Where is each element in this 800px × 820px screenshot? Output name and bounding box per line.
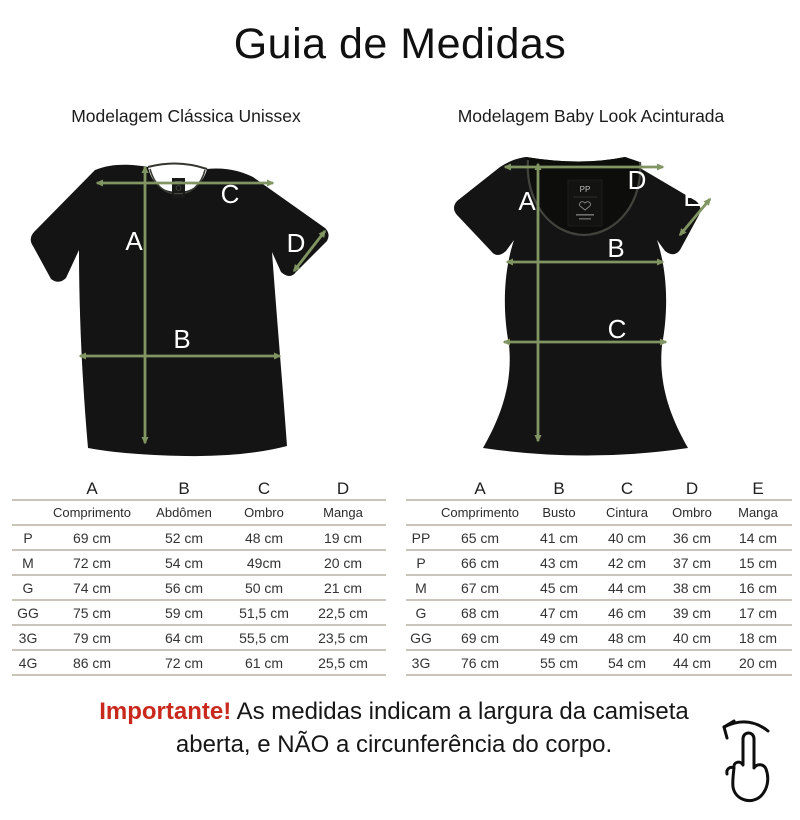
value-cell: 67 cm [460, 579, 500, 596]
classic-neck-tag [172, 178, 185, 198]
value-cell: 46 cm [607, 604, 647, 621]
empty-cell [406, 478, 436, 500]
table-letter-row [406, 478, 792, 500]
value-cell: 55,5 cm [239, 629, 289, 646]
value-cell: 40 cm [607, 529, 647, 546]
value-cell: 44 cm [607, 579, 647, 596]
value-cell: 56 cm [164, 579, 204, 596]
note-highlight: Importante! [99, 698, 232, 725]
value-cell: 19 cm [323, 529, 363, 546]
table-row [12, 575, 386, 600]
value-cell: 52 cm [164, 529, 204, 546]
value-cell: 50 cm [244, 579, 284, 596]
column-header: Busto [542, 505, 576, 520]
size-cell: G [22, 579, 34, 596]
size-cell: GG [17, 604, 39, 621]
babylook-shirt-diagram [430, 140, 740, 462]
column-header: Ombro [672, 505, 712, 520]
value-cell: 18 cm [738, 629, 778, 646]
value-cell: 51,5 cm [239, 604, 289, 621]
table-row [406, 575, 792, 600]
letter-header: A [474, 478, 486, 498]
value-cell: 48 cm [244, 529, 284, 546]
value-cell: 76 cm [460, 654, 500, 671]
letter-header: B [553, 478, 565, 498]
letter-header: C [257, 478, 271, 498]
column-header: Abdômen [156, 505, 212, 520]
classic-letter-b: B [173, 324, 191, 354]
letter-header: A [86, 478, 98, 498]
value-cell: 54 cm [607, 654, 647, 671]
classic-model-subtitle: Modelagem Clássica Unissex [71, 106, 301, 126]
classic-letter-c: C [220, 179, 240, 209]
table-row [12, 650, 386, 675]
value-cell: 38 cm [672, 579, 712, 596]
column-header: Comprimento [52, 505, 132, 520]
value-cell: 43 cm [539, 554, 579, 571]
table-row [406, 625, 792, 650]
value-cell: 22,5 cm [318, 604, 368, 621]
note-line1: As medidas indicam a largura da camiseta [236, 698, 689, 725]
size-cell: GG [410, 629, 432, 646]
table-row [406, 600, 792, 625]
value-cell: 23,5 cm [318, 629, 368, 646]
value-cell: 41 cm [539, 529, 579, 546]
value-cell: 49cm [246, 554, 282, 571]
value-cell: 15 cm [738, 554, 778, 571]
classic-size-table [12, 478, 386, 676]
value-cell: 54 cm [164, 554, 204, 571]
value-cell: 75 cm [72, 604, 112, 621]
table-row [406, 525, 792, 550]
value-cell: 37 cm [672, 554, 712, 571]
column-header: Ombro [244, 505, 284, 520]
babylook-neck-tag [568, 180, 602, 226]
size-cell: 3G [18, 629, 38, 646]
size-cell: 3G [411, 654, 431, 671]
table-letter-row [12, 478, 386, 500]
value-cell: 86 cm [72, 654, 112, 671]
letter-header: B [178, 478, 190, 498]
size-cell: M [22, 554, 34, 571]
classic-shirt-diagram [15, 140, 355, 462]
value-cell: 49 cm [539, 629, 579, 646]
value-cell: 79 cm [72, 629, 112, 646]
value-cell: 20 cm [323, 554, 363, 571]
empty-cell [12, 478, 44, 500]
letter-header: E [752, 478, 764, 498]
value-cell: 61 cm [244, 654, 284, 671]
value-cell: 20 cm [738, 654, 778, 671]
value-cell: 64 cm [164, 629, 204, 646]
table-row [406, 650, 792, 675]
value-cell: 39 cm [672, 604, 712, 621]
value-cell: 36 cm [672, 529, 712, 546]
value-cell: 74 cm [72, 579, 112, 596]
classic-letter-a: A [125, 226, 143, 256]
column-header: Manga [738, 505, 778, 520]
babylook-letter-b: B [607, 233, 625, 263]
value-cell: 45 cm [539, 579, 579, 596]
babylook-letter-d: D [627, 165, 647, 195]
classic-letter-d: D [286, 228, 306, 258]
table-row [12, 625, 386, 650]
table-column-row [12, 500, 386, 525]
note-line2: aberta, e NÃO a circunferência do corpo. [175, 731, 613, 758]
value-cell: 16 cm [738, 579, 778, 596]
swipe-gesture-icon [706, 714, 788, 810]
value-cell: 21 cm [323, 579, 363, 596]
column-header: Comprimento [440, 505, 520, 520]
value-cell: 47 cm [539, 604, 579, 621]
table-row [12, 525, 386, 550]
empty-cell [406, 500, 436, 525]
value-cell: 17 cm [738, 604, 778, 621]
table-row [12, 600, 386, 625]
letter-header: C [620, 478, 634, 498]
column-header: Manga [323, 505, 363, 520]
babylook-shirt-silhouette [454, 157, 700, 456]
letter-header: D [685, 478, 699, 498]
value-cell: 69 cm [72, 529, 112, 546]
letter-header: D [336, 478, 350, 498]
value-cell: 69 cm [460, 629, 500, 646]
size-cell: P [23, 529, 33, 546]
column-header: Cintura [606, 505, 648, 520]
value-cell: 25,5 cm [318, 654, 368, 671]
size-cell: G [415, 604, 427, 621]
value-cell: 48 cm [607, 629, 647, 646]
table-row [406, 550, 792, 575]
value-cell: 72 cm [164, 654, 204, 671]
value-cell: 55 cm [539, 654, 579, 671]
value-cell: 14 cm [738, 529, 778, 546]
empty-cell [12, 500, 44, 525]
value-cell: 65 cm [460, 529, 500, 546]
value-cell: 59 cm [164, 604, 204, 621]
babylook-letter-e: E [683, 182, 701, 212]
size-cell: PP [411, 529, 431, 546]
table-row [12, 550, 386, 575]
value-cell: 66 cm [460, 554, 500, 571]
classic-shirt-silhouette [31, 163, 329, 456]
value-cell: 44 cm [672, 654, 712, 671]
page-title: Guia de Medidas [233, 20, 567, 68]
size-cell: P [416, 554, 426, 571]
size-cell: M [415, 579, 427, 596]
value-cell: 68 cm [460, 604, 500, 621]
babylook-size-table [406, 478, 792, 676]
important-note [0, 695, 788, 761]
table-column-row [406, 500, 792, 525]
babylook-letter-c: C [607, 314, 627, 344]
value-cell: 40 cm [672, 629, 712, 646]
value-cell: 72 cm [72, 554, 112, 571]
babylook-model-subtitle: Modelagem Baby Look Acinturada [457, 106, 725, 126]
neck-tag-size-text: PP [579, 185, 591, 194]
babylook-letter-a: A [518, 186, 536, 216]
size-cell: 4G [18, 654, 38, 671]
value-cell: 42 cm [607, 554, 647, 571]
